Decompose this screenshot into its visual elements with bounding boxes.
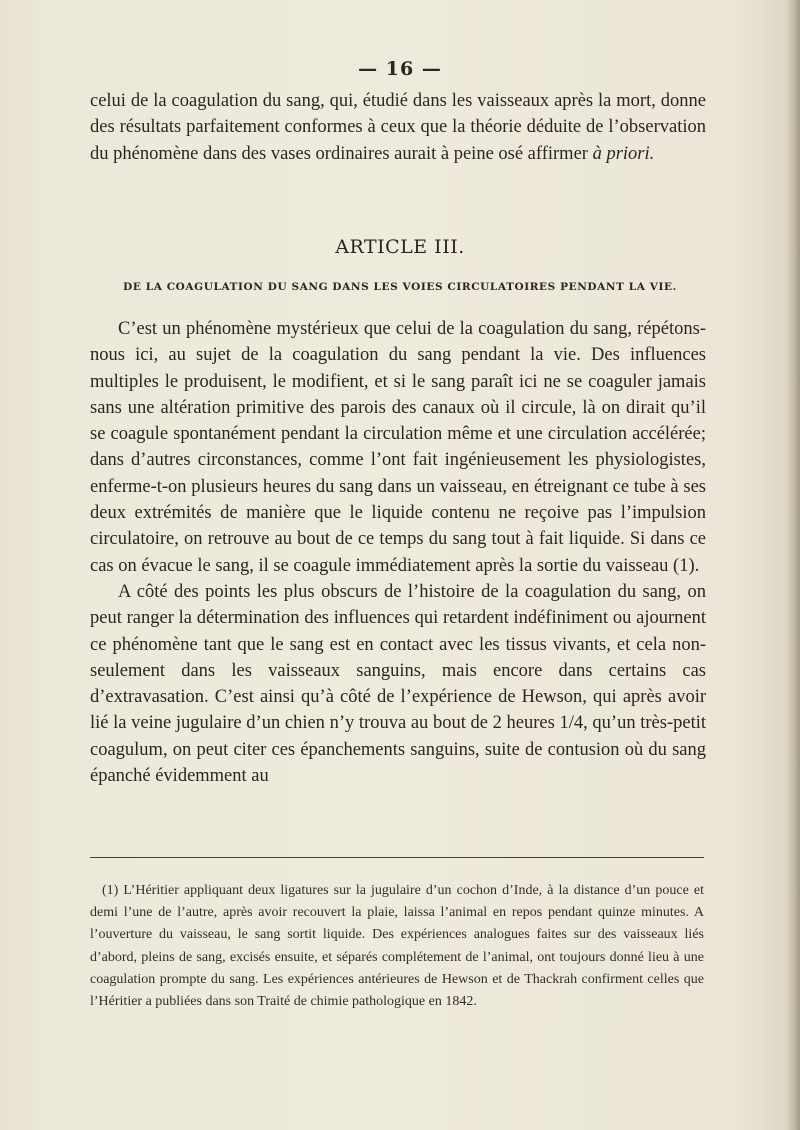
paragraph-2: A côté des points les plus obscurs de l’histoire de la coagulation du sang, on peut ranger la détermination des influences qui retardent indéfiniment ou ajournent ce phénomène tant que le sang est en contact avec les tissus vivants, et cela non-seulement dans les vaisseaux sanguins, mais encore dans certains cas d’extravasation. C’est ainsi qu’à côté de l’expérience de Hewson, qui après avoir lié la veine jugulaire d’un chien n’y trouva au bout de 2 heures 1/4, qu’un très-petit coagulum, on peut citer ces épanchements sanguins, suite de contusion où du sang épanché évidemment au (90, 581, 706, 787)
page-number: — 16 — (358, 58, 442, 80)
article-subtitle: DE LA COAGULATION DU SANG DANS LES VOIES CIRCULATOIRES PENDANT LA VIE. (123, 281, 677, 293)
paragraph-1: C’est un phénomène mystérieux que celui de la coagulation du sang, répétons-nous ici, au sujet de la coagulation du sang pendant la vie. Des influences multiples le produisent, le modifient, et si le sang paraît ici ne se coaguler jamais sans une altération primitive des parois des canaux où il circule, là on dirait qu’il se coagule spontanément pendant la circulation même et une circulation accélérée; dans d’autres circonstances, comme l’ont fait ingénieusement les physiologistes, enferme-t-on plusieurs heures du sang dans un vaisseau, en étreignant ce tube à ses deux extrémités de manière que le liquide contenu ne reçoive pas l’impulsion circulatoire, on retrouve au bout de ce temps du sang tout à fait liquide. Si dans ce cas on évacue le sang, il se coagule immédiatement après la sortie du vaisseau (1). (90, 319, 706, 576)
intro-paragraph (90, 88, 706, 167)
page-spine-shadow (786, 0, 800, 1130)
article-body (90, 316, 706, 789)
footnote-divider (90, 857, 704, 858)
footnote (90, 880, 704, 1013)
intro-italic-text: à priori. (592, 143, 655, 164)
article-title: ARTICLE III. (335, 236, 465, 258)
intro-text: celui de la coagulation du sang, qui, étudié dans les vaisseaux après la mort, donne des résultats parfaitement conformes à ceux que la théorie déduite de l’observation du phénomène dans des vases ordinaires aurait à peine osé affirmer (90, 91, 706, 164)
footnote-text: (1) L’Héritier appliquant deux ligatures sur la jugulaire d’un cochon d’Inde, à la distance d’un pouce et demi l’une de l’autre, après avoir recouvert la plaie, laissa l’animal en repos pendant quinze minutes. A l’ouverture du vaisseau, le sang sortit liquide. Des expériences analogues faites sur des vaisseaux liés d’abord, pleins de sang, excisés ensuite, et séparés complétement de l’animal, ont toujours donné lieu à une coagulation prompte du sang. Les expériences antérieures de Hewson et de Thackrah confirment celles que l’Héritier a publiées dans son Traité de chimie pathologique en 1842. (90, 883, 704, 1010)
